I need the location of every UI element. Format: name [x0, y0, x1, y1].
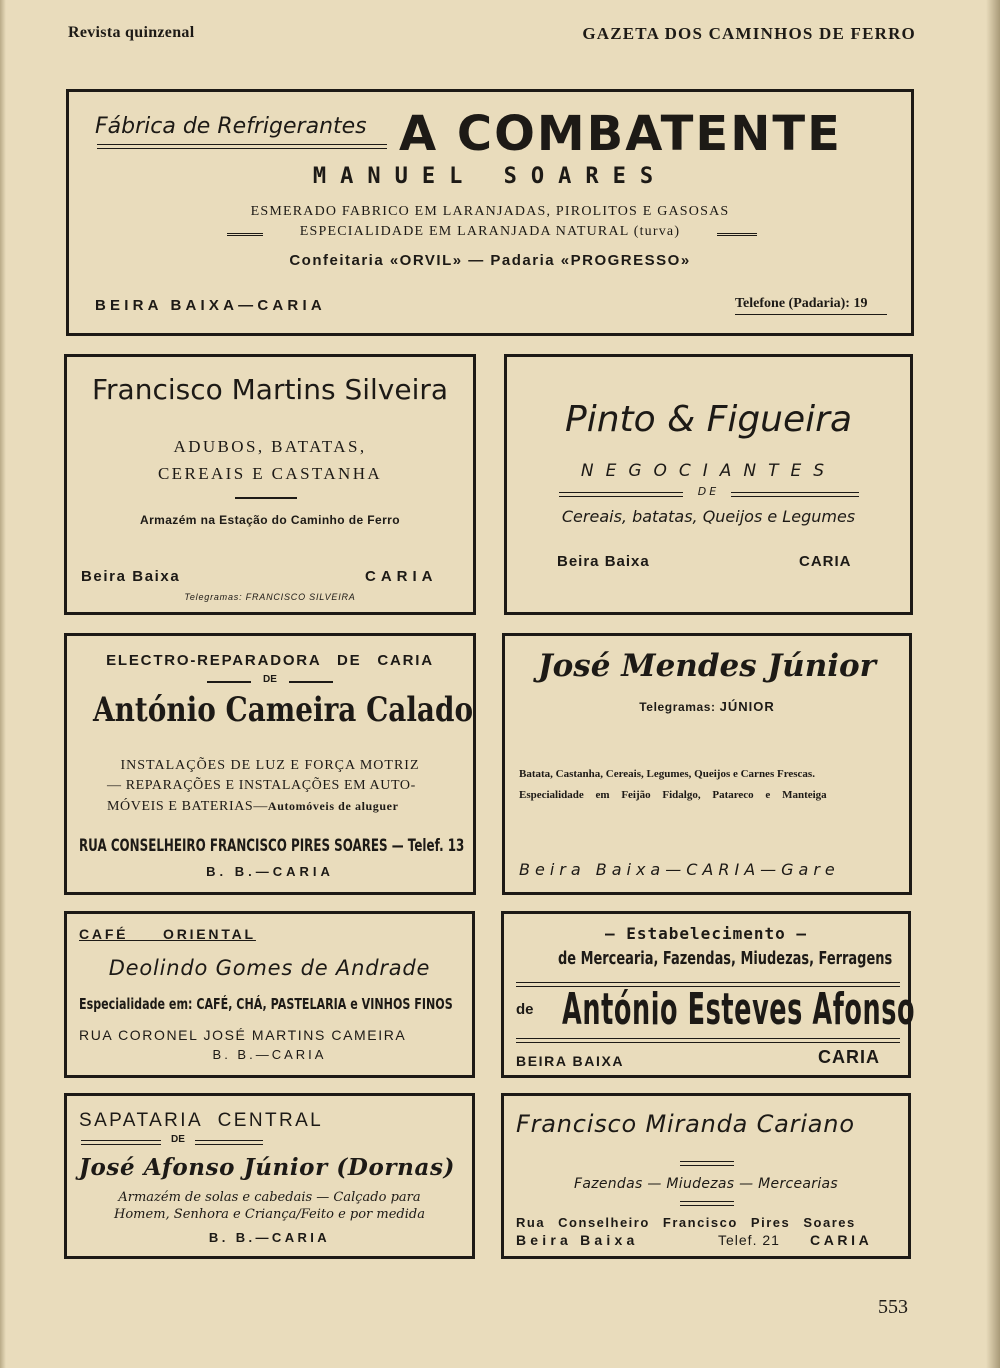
cariano-name: Francisco Miranda Cariano: [516, 1110, 855, 1138]
esteves-name-text: António Esteves Afonso: [562, 984, 916, 1035]
electro-de: DE: [263, 674, 277, 685]
header-journal-title: GAZETA DOS CAMINHOS DE FERRO: [582, 24, 916, 43]
sapataria-de: DE: [171, 1134, 185, 1145]
pinto-town: CARIA: [799, 553, 852, 570]
cafe-location: B. B.—CARIA: [212, 1047, 327, 1062]
sapataria-name: José Afonso Júnior (Dornas): [79, 1154, 455, 1181]
esteves-heading: — Estabelecimento —: [604, 924, 808, 943]
cafe-heading: CAFÉ ORIENTAL: [79, 926, 256, 942]
pinto-region: Beira Baixa: [557, 553, 650, 570]
electro-line3: [107, 799, 399, 815]
ad-electro-reparadora: [64, 633, 476, 895]
sapataria-de-right-rule: [195, 1140, 263, 1145]
cariano-address: Rua Conselheiro Francisco Pires Soares: [516, 1215, 856, 1230]
silveira-goods1: ADUBOS, BATATAS,: [173, 437, 367, 456]
electro-heading: ELECTRO-REPARADORA DE CARIA: [106, 652, 434, 669]
electro-de-right-rule: [289, 681, 333, 683]
sapataria-location: B. B.—CARIA: [208, 1230, 331, 1245]
sapataria-line1: Armazém de solas e cabedais — Calçado para: [118, 1190, 421, 1205]
cariano-lower-rule: [680, 1201, 734, 1206]
electro-line3-text: MÓVEIS E BATERIAS—: [107, 799, 268, 814]
sapataria-heading: SAPATARIA CENTRAL: [79, 1110, 324, 1131]
electro-line1: INSTALAÇÕES DE LUZ E FORÇA MOTRIZ: [120, 758, 420, 773]
pinto-role: NEGOCIANTES: [580, 461, 837, 481]
combatente-owner: MANUEL SOARES: [312, 164, 668, 189]
cariano-region: Beira Baixa: [516, 1232, 639, 1248]
esteves-region: BEIRA BAIXA: [516, 1053, 625, 1069]
pinto-name: Pinto & Figueira: [564, 399, 852, 440]
ad-pinto-figueira: [504, 354, 913, 615]
esteves-town: CARIA: [818, 1047, 880, 1067]
electro-name: António Cameira Calado: [93, 690, 474, 730]
mendes-line2: Especialidade em Feijão Fidalgo, Patareco e Manteiga: [519, 789, 827, 801]
combatente-line1: ESMERADO FABRICO EM LARANJADAS, PIROLITOS E GASOSAS: [250, 204, 730, 219]
cafe-owner: Deolindo Gomes de Andrade: [108, 956, 431, 980]
ad-esteves-afonso: [501, 911, 916, 1078]
combatente-tagline: Fábrica de Refrigerantes: [95, 114, 367, 139]
electro-car-hire: Automóveis de aluguer: [267, 799, 399, 813]
electro-address-text: RUA CONSELHEIRO FRANCISCO PIRES SOARES — Telef. 13: [79, 836, 465, 856]
sapataria-de-left-rule: [81, 1140, 161, 1145]
silveira-telegrams: Telegramas: FRANCISCO SILVEIRA: [184, 592, 356, 602]
cariano-phone: Telef. 21: [718, 1232, 780, 1248]
electro-line2: — REPARAÇÕES E INSTALAÇÕES EM AUTO-: [107, 778, 416, 793]
esteves-name: [562, 984, 1000, 1035]
pinto-right-rule: [731, 492, 859, 497]
combatente-line3: Confeitaria «ORVIL» — Padaria «PROGRESSO»: [289, 252, 691, 269]
page-edge-shadow: [986, 0, 1000, 1368]
silveira-region: Beira Baixa: [81, 568, 181, 585]
page-spine-shadow: [0, 0, 6, 1368]
esteves-bottom-rule: [516, 1038, 900, 1043]
cariano-upper-rule: [680, 1161, 734, 1166]
esteves-de: de: [516, 1001, 534, 1018]
ad-sapataria-central: [64, 1093, 475, 1259]
mendes-telegrams-label: Telegramas:: [639, 700, 716, 714]
phone-underline: [735, 314, 887, 315]
line2-right-rule: [717, 233, 757, 236]
silveira-warehouse: Armazém na Estação do Caminho de Ferro: [140, 513, 400, 527]
combatente-title: A COMBATENTE: [399, 106, 842, 162]
mendes-name: José Mendes Júnior: [537, 648, 877, 684]
ad-miranda-cariano: [501, 1093, 911, 1259]
cariano-goods: Fazendas — Miudezas — Mercearias: [573, 1176, 839, 1192]
mendes-telegrams: [505, 699, 909, 714]
page-number: 553: [878, 1296, 908, 1318]
combatente-line2: ESPECIALIDADE EM LARANJADA NATURAL (turva): [299, 224, 681, 239]
tagline-underline: [97, 144, 387, 149]
mendes-telegrams-value: JÚNIOR: [719, 699, 775, 714]
silveira-divider: [235, 497, 297, 499]
combatente-location: BEIRA BAIXA—CARIA: [95, 297, 326, 314]
sapataria-line2: Homem, Senhora e Criança/Feito e por medida: [114, 1207, 425, 1222]
cariano-town: CARIA: [810, 1232, 873, 1248]
header-periodicity: Revista quinzenal: [68, 24, 195, 41]
silveira-name: Francisco Martins Silveira: [91, 373, 449, 406]
ad-silveira: [64, 354, 476, 615]
ad-cafe-oriental: [64, 911, 475, 1078]
cafe-specialty-text: Especialidade em: CAFÉ, CHÁ, PASTELARIA e VINHOS FINOS: [79, 995, 453, 1013]
combatente-phone: Telefone (Padaria): 19: [735, 296, 868, 311]
mendes-location: Beira Baixa—CARIA—Gare: [519, 860, 840, 879]
esteves-trade: [558, 948, 1000, 969]
pinto-goods: Cereais, batatas, Queijos e Legumes: [561, 507, 856, 526]
pinto-de: DE: [697, 485, 720, 498]
silveira-goods2: CEREAIS E CASTANHA: [157, 464, 383, 483]
silveira-town: CARIA: [365, 568, 438, 585]
electro-location: B. B.—CARIA: [206, 864, 334, 879]
esteves-trade-text: de Mercearia, Fazendas, Miudezas, Ferragens: [558, 948, 893, 969]
ad-combatente: [66, 89, 914, 336]
mendes-line1: Batata, Castanha, Cereais, Legumes, Queijos e Carnes Frescas.: [519, 768, 815, 780]
ad-mendes-junior: [502, 633, 912, 895]
cafe-address: RUA CORONEL JOSÉ MARTINS CAMEIRA: [79, 1027, 407, 1043]
